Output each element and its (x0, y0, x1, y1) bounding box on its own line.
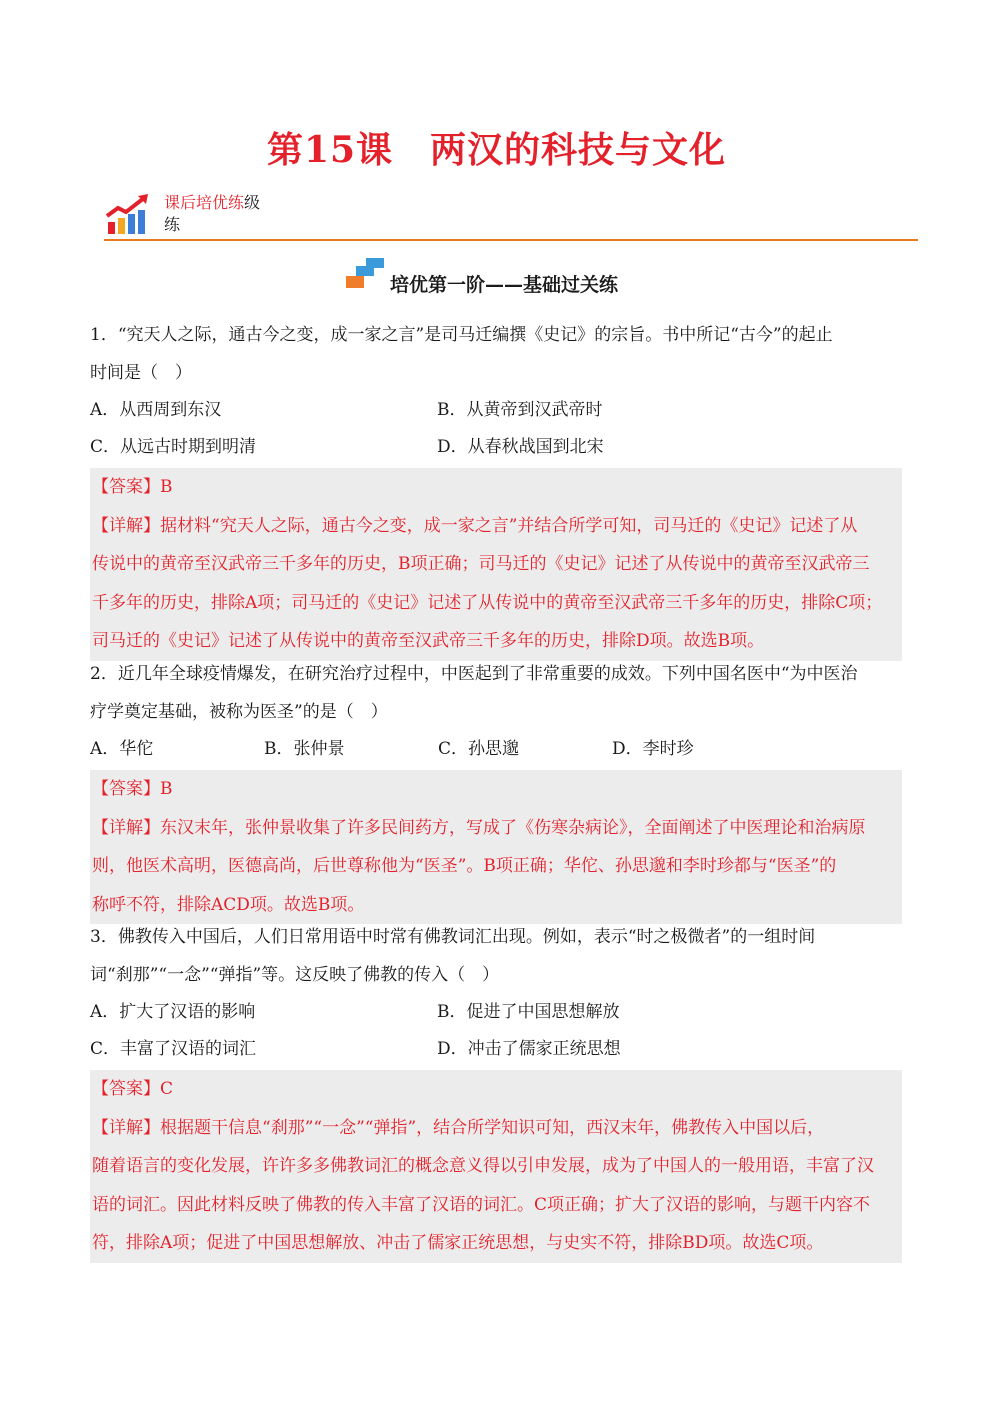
question-text: 2．近几年全球疫情爆发，在研究治疗过程中，中医起到了非常重要的成效。下列中国名医中“为中医治 (90, 664, 858, 684)
option-c: C．孙思邈 (438, 739, 520, 759)
detail-line: 随着语言的变化发展，许许多多佛教词汇的概念意义得以引申发展，成为了中国人的一般用语，丰富了汉 (92, 1156, 874, 1176)
growth-chart-icon (104, 194, 156, 236)
detail-line: 传说中的黄帝至汉武帝三千多年的历史，B项正确；司马迁的《史记》记述了从传说中的黄帝至汉武帝三 (92, 554, 870, 574)
options-row (90, 429, 902, 466)
option-a: A．从西周到东汉 (90, 400, 222, 420)
detail-line: 千多年的历史，排除A项；司马迁的《史记》记述了从传说中的黄帝至汉武帝三千多年的历史，排除C项； (92, 592, 883, 613)
question-text: 时间是（ ） (90, 363, 192, 383)
tier-heading (0, 258, 993, 294)
section-header (104, 192, 918, 238)
label-red: 课后培优练 (164, 193, 245, 212)
page-title: 第15课 两汉的科技与文化 (266, 129, 727, 171)
label-black-2: 练 (164, 215, 181, 234)
detail-line: 语的词汇。因此材料反映了佛教的传入丰富了汉语的词汇。C项正确；扩大了汉语的影响，与题干内容不 (92, 1194, 871, 1215)
option-a: A．扩大了汉语的影响 (90, 1002, 256, 1022)
detail-line: 符，排除A项；促进了中国思想解放、冲击了儒家正统思想，与史实不符，排除BD项。故选C项。 (92, 1233, 824, 1253)
option-b: B．促进了中国思想解放 (437, 1002, 620, 1022)
question-text: 疗学奠定基础，被称为医圣”的是（ ） (90, 702, 388, 722)
detail-line: 称呼不符，排除ACD项。故选B项。 (92, 894, 365, 915)
answer-block (90, 468, 902, 661)
practice-level-label (164, 192, 274, 236)
header-divider (104, 239, 918, 241)
options-row (90, 731, 902, 768)
answer-line: 【答案】C (92, 1079, 174, 1099)
options-row (90, 1031, 902, 1068)
answer-line: 【答案】B (92, 779, 173, 799)
question-2 (90, 655, 902, 924)
question-1 (90, 316, 902, 661)
question-3 (90, 918, 902, 1263)
option-b: B．从黄帝到汉武帝时 (437, 400, 603, 420)
detail-line: 【详解】据材料“究天人之际，通古今之变，成一家之言”并结合所学可知，司马迁的《史记》记述了从 (92, 515, 858, 536)
stairs-icon (344, 258, 386, 290)
label-black: 级 (244, 193, 261, 212)
answer-line: 【答案】B (92, 477, 173, 497)
answer-block (90, 1070, 902, 1263)
detail-line: 司马迁的《史记》记述了从传说中的黄帝至汉武帝三千多年的历史，排除D项。故选B项。 (92, 631, 765, 651)
question-text: 1．“究天人之际，通古今之变，成一家之言”是司马迁编撰《史记》的宗旨。书中所记“古今”的起止 (90, 325, 833, 345)
detail-line: 【详解】根据题干信息“刹那”“一念”“弹指”，结合所学知识可知，西汉末年，佛教传入中国以后， (92, 1117, 825, 1138)
option-d: D．从春秋战国到北宋 (437, 437, 604, 457)
option-d: D．李时珍 (612, 739, 694, 759)
option-b: B．张仲景 (264, 739, 345, 759)
tier-title: 培优第一阶——基础过关练 (390, 274, 619, 296)
question-text: 词“刹那”“一念”“弹指”等。这反映了佛教的传入（ ） (90, 965, 500, 985)
option-d: D．冲击了儒家正统思想 (437, 1039, 621, 1059)
options-row (90, 392, 902, 429)
options-row (90, 994, 902, 1031)
detail-line: 则，他医术高明，医德高尚，后世尊称他为“医圣”。B项正确；华佗、孙思邈和李时珍都与“医圣”的 (92, 856, 837, 876)
option-c: C．从远古时期到明清 (90, 437, 257, 457)
question-text: 3．佛教传入中国后，人们日常用语中时常有佛教词汇出现。例如，表示“时之极微者”的一组时间 (90, 927, 816, 947)
option-a: A．华佗 (90, 739, 154, 759)
detail-line: 【详解】东汉末年，张仲景收集了许多民间药方，写成了《伤寒杂病论》，全面阐述了中医理论和治病原 (92, 817, 866, 838)
answer-block (90, 770, 902, 924)
option-c: C．丰富了汉语的词汇 (90, 1039, 257, 1059)
